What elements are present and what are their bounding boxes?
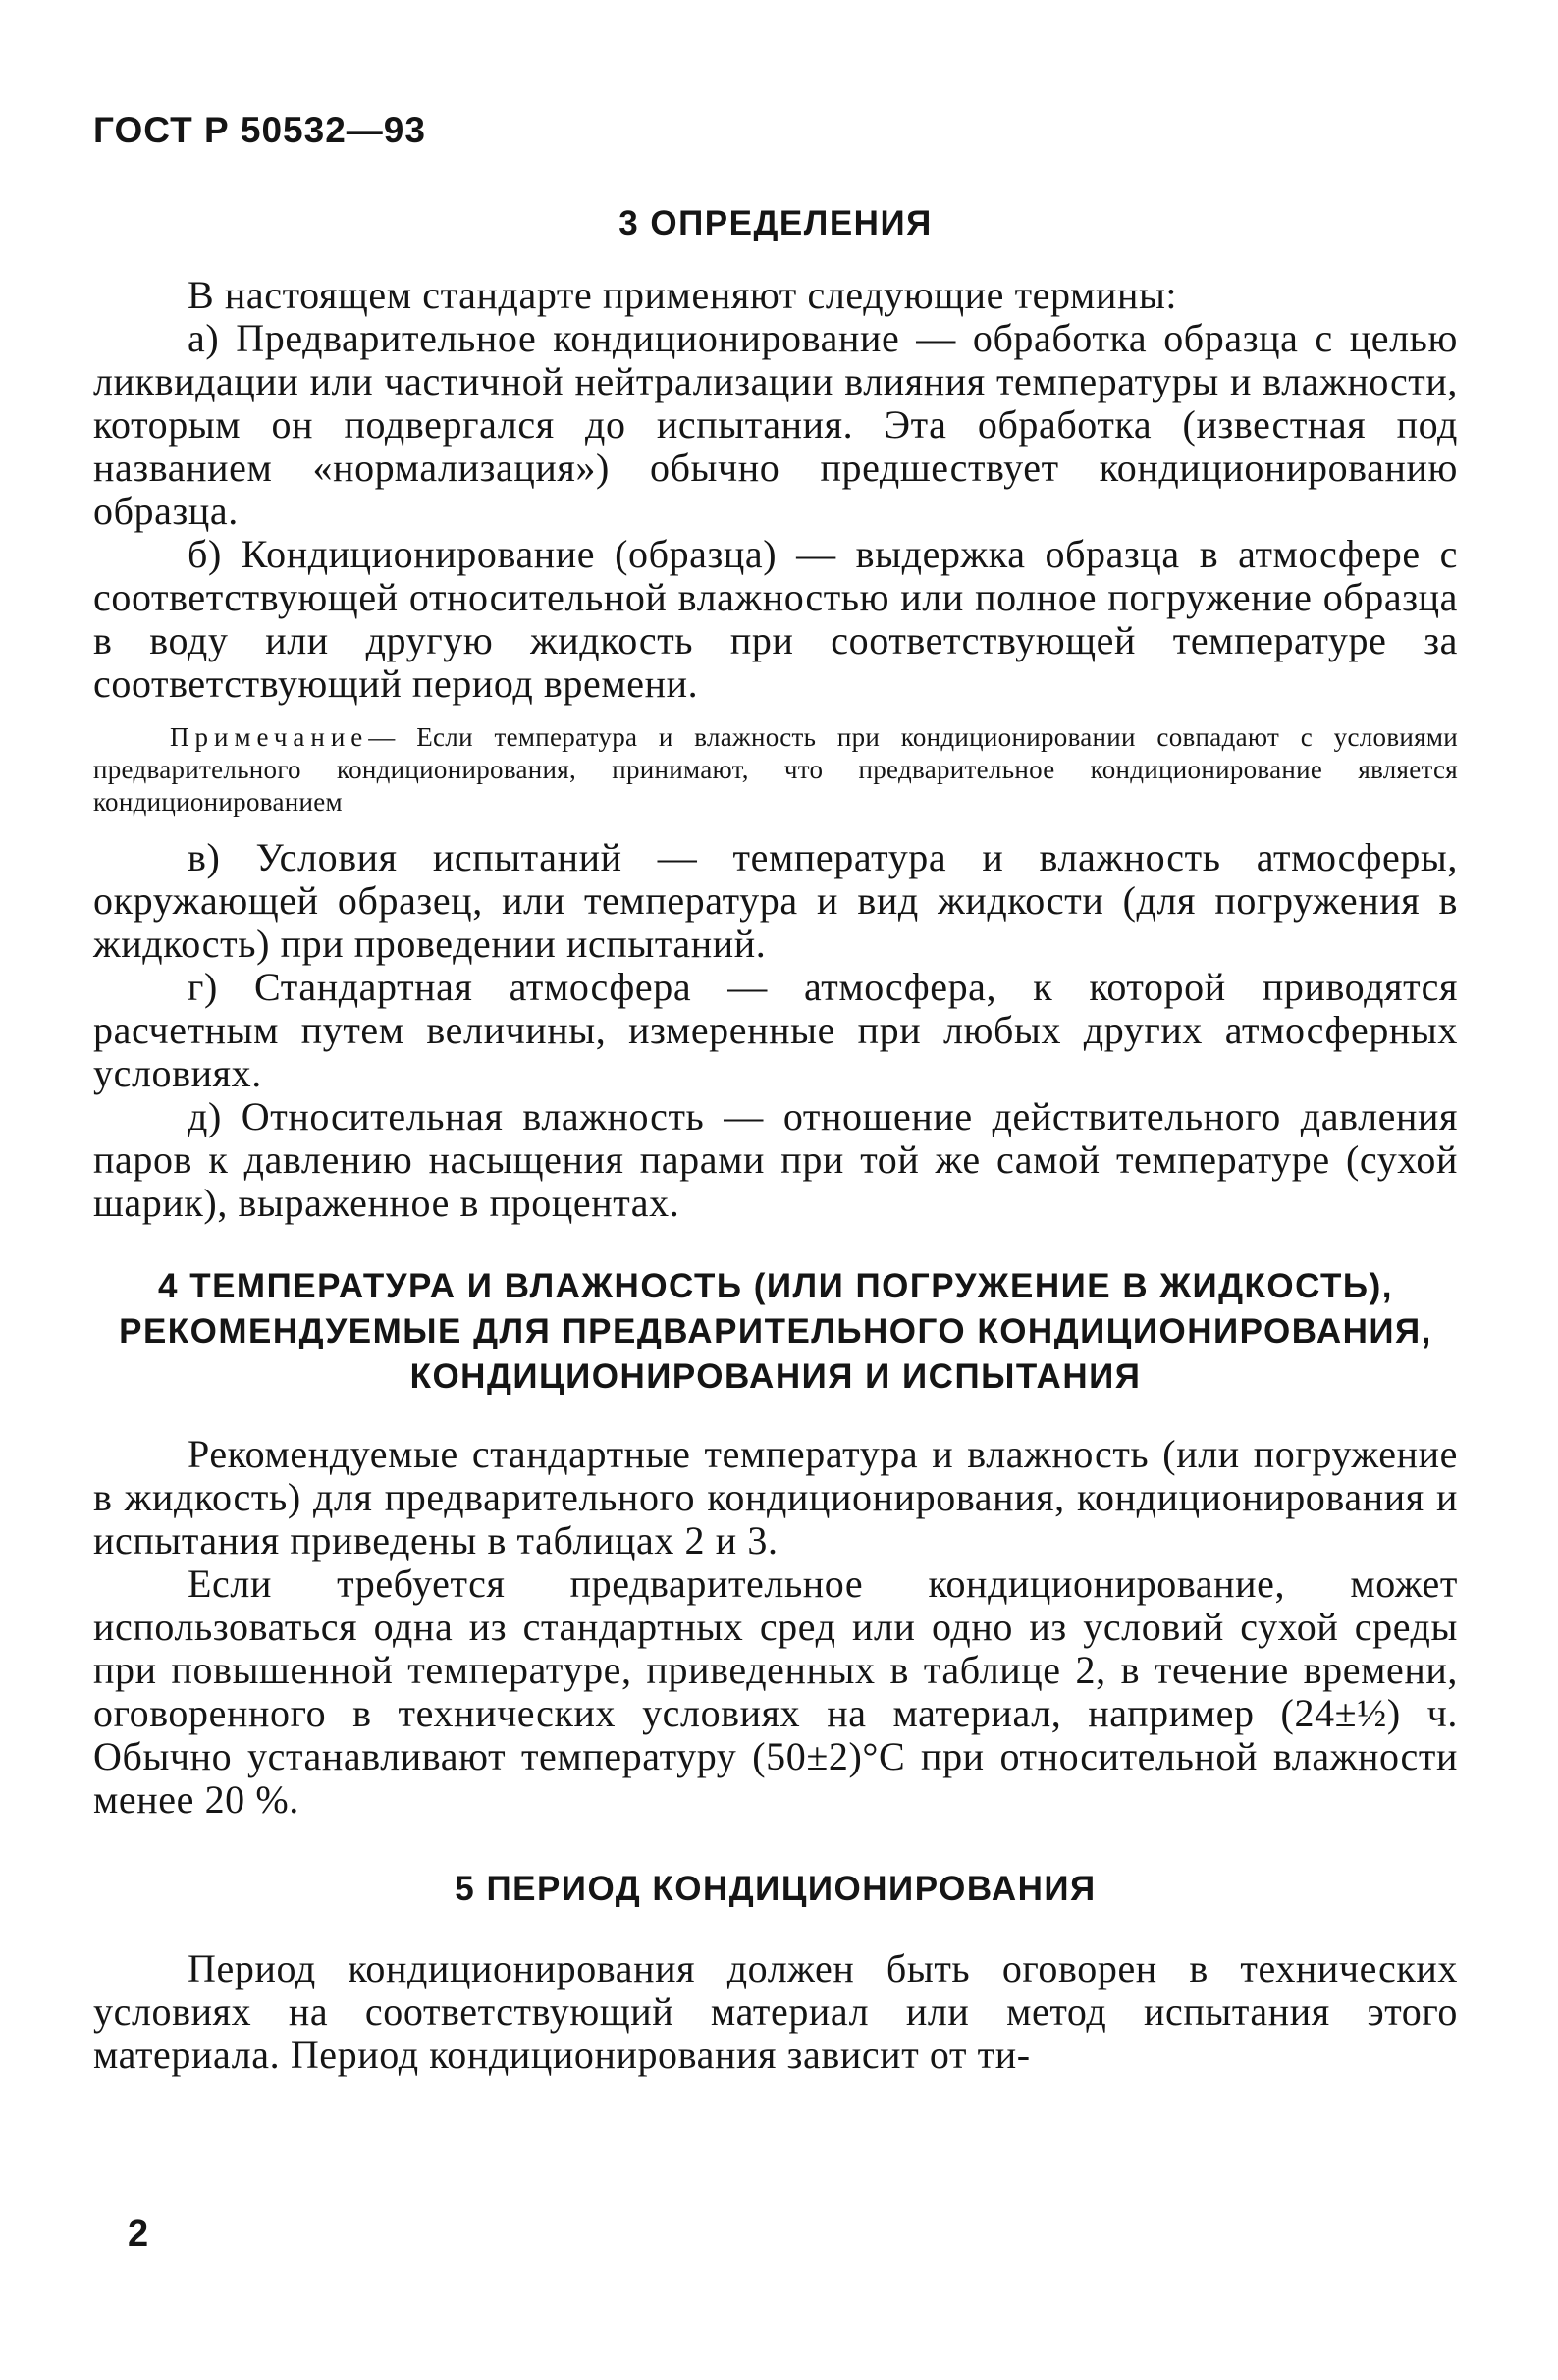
note-text: — Если температура и влажность при кондиционировании совпадают с условиями предварительного кондиционирования, принимают, что предварительное кондиционирование является кондиционированием (93, 722, 1458, 817)
section-4-title (93, 1264, 1458, 1400)
note-label: Примечание (170, 722, 369, 752)
section-4-paragraph-2: Если требуется предварительное кондиционирование, может использоваться одна из стандартных сред или одно из условий сухой среды при повышенной температуре, приведенных в таблице 2, в течение времени, оговоренного в технических условиях на материал, например (24±½) ч. Обычно устанавливают температуру (50±2)°С при относительной влажности менее 20 %. (93, 1561, 1458, 1822)
section-5-title: 5 ПЕРИОД КОНДИЦИОНИРОВАНИЯ (455, 1870, 1097, 1908)
section-4-title-line-1: 4 ТЕМПЕРАТУРА И ВЛАЖНОСТЬ (ИЛИ ПОГРУЖЕНИЕ В ЖИДКОСТЬ), (158, 1267, 1393, 1305)
definition-a: а) Предварительное кондиционирование — обработка образца с целью ликвидации или частичной нейтрализации влияния температуры и влажности, которым он подвергался до испытания. Эта обработка (известная под названием «нормализация») обычно предшествует кондиционированию образца. (93, 316, 1458, 533)
definition-d: д) Относительная влажность — отношение действительного давления паров к давлению насыщения парами при той же самой температуре (сухой шарик), выраженное в процентах. (93, 1094, 1458, 1225)
note (93, 721, 1458, 819)
page-number: 2 (128, 2213, 149, 2254)
definition-b: б) Кондиционирование (образца) — выдержка образца в атмосфере с соответствующей относительной влажностью или полное погружение образца в воду или другую жидкость при соответствующей температуре за соответствующий период времени. (93, 532, 1458, 706)
section-4-paragraph-1: Рекомендуемые стандартные температура и влажность (или погружение в жидкость) для предварительного кондиционирования, кондиционирования и испытания приведены в таблицах 2 и 3. (93, 1432, 1458, 1562)
section-3-title: 3 ОПРЕДЕЛЕНИЯ (618, 204, 933, 242)
document-header-code: ГОСТ Р 50532—93 (93, 110, 426, 150)
definition-g: г) Стандартная атмосфера — атмосфера, к которой приводятся расчетным путем величины, измеренные при любых других атмосферных условиях. (93, 965, 1458, 1095)
section-3-intro: В настоящем стандарте применяют следующие термины: (188, 273, 1178, 317)
section-4-title-line-2: РЕКОМЕНДУЕМЫЕ ДЛЯ ПРЕДВАРИТЕЛЬНОГО КОНДИЦИОНИРОВАНИЯ, (119, 1312, 1432, 1350)
definition-v: в) Условия испытаний — температура и влажность атмосферы, окружающей образец, или температура и вид жидкости (для погружения в жидкость) при проведении испытаний. (93, 835, 1458, 966)
section-4-title-line-3: КОНДИЦИОНИРОВАНИЯ И ИСПЫТАНИЯ (409, 1357, 1142, 1396)
section-5-paragraph-1: Период кондиционирования должен быть оговорен в технических условиях на соответствующий материал или метод испытания этого материала. Период кондиционирования зависит от ти- (93, 1946, 1458, 2077)
page-content (93, 201, 1458, 2077)
